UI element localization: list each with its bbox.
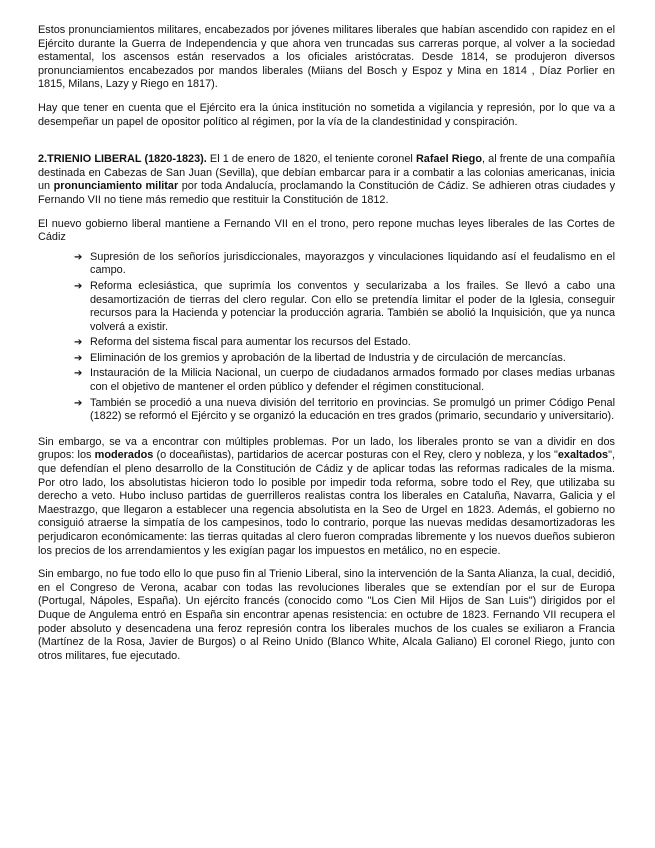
arrow-right-icon: ➔	[74, 368, 83, 380]
arrow-right-icon: ➔	[74, 251, 83, 263]
arrow-right-icon: ➔	[74, 280, 83, 292]
section-heading: 2.TRIENIO LIBERAL (1820-1823).	[38, 153, 207, 166]
intro-paragraph-2: Hay que tener en cuenta que el Ejército era la única institución no sometida a vigilancia y represión, por lo que va a desempeñar un papel de opositor político al régimen, por la vía de la clandestinidad y conspiración.	[38, 101, 615, 128]
section-paragraph-2: El nuevo gobierno liberal mantiene a Fernando VII en el trono, pero repone muchas leyes liberales de las Cortes de Cádiz	[38, 217, 615, 244]
section-p1-text-b: , al frente de una compañía destinada en Cabezas de San Juan (Sevilla), que debían embarcar para ir a combatir a las colonias americanas, inicia un	[38, 153, 616, 193]
section-paragraph-1	[38, 153, 615, 207]
list-item: ➔ Reforma del sistema fiscal para aumentar los recursos del Estado.	[74, 336, 411, 349]
arrow-right-icon: ➔	[74, 397, 83, 409]
arrow-right-icon: ➔	[74, 337, 83, 349]
section-paragraph-4: Sin embargo, no fue todo ello lo que puso fin al Trienio Liberal, sino la intervención de la Santa Alianza, la cual, decidió, en el Congreso de Verona, acabar con todas las revoluciones liberales que se extendían por el sur de Europa (Portugal, Nápoles, España). Un ejército francés (conocido como "Los Cien Mil Hijos de San Luis") dirigidos por el Duque de Angulema entró en España sin encontrar apenas resistencia: en octubre de 1823. Fernando VII recupera el poder absoluto y desencadena una feroz represión contra los liberales muchos de los cuales se exiliaron a Francia (Martínez de la Rosa, Javier de Burgos) o al Reino Unido (Blanco White, Alcala Galiano) El coronel Riego, junto con otros militares, fue ejecutado.	[38, 568, 615, 662]
list-item: ➔ También se procedió a una nueva división del territorio en provincias. Se promulgó un primer Código Penal (1822) se reformó el Ejército y se organizó la educación en tres grados (primario, secundario y universitario).	[74, 396, 615, 423]
list-item: ➔ Supresión de los señoríos jurisdiccionales, mayorazgos y vinculaciones liquidando así el feudalismo en el campo.	[74, 250, 615, 277]
moderados-term: moderados	[94, 449, 154, 462]
section-p1-text-c: por toda Andalucía, proclamando la Constitución de Cádiz. Se adhieren otras ciudades y Fernando VII no tiene más remedio que restituir la Constitución de 1812.	[38, 180, 616, 206]
pronunciamiento-term: pronunciamiento militar	[53, 180, 179, 193]
list-item: ➔ Instauración de la Milicia Nacional, un cuerpo de ciudadanos armados formado por clases medias urbanas con el objetivo de mantener el orden público y defender el régimen constitucional.	[74, 367, 615, 394]
section-paragraph-3: Sin embargo, se va a encontrar con múltiples problemas. Por un lado, los liberales pronto se van a dividir en dos grupos: los moderados (o doceañistas), partidarios de acercar posturas con el Rey, clero y nobleza, y los "exaltados", que defendían el pleno desarrollo de la Constitución de Cádiz y de aplicar todas las reformas radicales de la misma. Por otro lado, los absolutistas hicieron todo lo posible por impedir toda reforma, sobre todo el Rey, que utilizaba su derecho a veto. Hubo incluso partidas de guerrilleros realistas contra los liberales en Cataluña, Navarra, Galicia y el Maestrazgo, que llegaron a establecer una regencia absolutista en la Seo de Urgel en 1823. Además, el gobierno no consiguió atraerse la simpatía de los campesinos, todo lo contrario, porque las nuevas medidas desamortizadoras les perjudicaron económicamente: las tierras quitadas al clero fueron compradas libremente y los nuevos dueños subieron los precios de los arrendamientos y les exigían pagar los impuestos en metálico, no en especie.	[38, 435, 615, 557]
list-item: ➔ Eliminación de los gremios y aprobación de la libertad de Industria y de circulación de mercancías.	[74, 351, 566, 364]
intro-paragraph-1: Estos pronunciamientos militares, encabezados por jóvenes militares liberales que habían ascendido con rapidez en el Ejército durante la Guerra de Independencia y que ahora ven truncadas sus carreras porque, al volver a la sociedad estamental, los ascensos están reservados a los oficiales aristócratas. Desde 1814, se produjeron diversos pronunciamientos encabezados por mandos liberales (Miians del Bosch y Espoz y Mina en 1814 , Díaz Porlier en 1815, Milans, Lazy y Riego en 1817).	[38, 24, 615, 91]
list-item: ➔ Reforma eclesiástica, que suprimía los conventos y secularizaba a los frailes. Se llevó a cabo una desamortización de tierras del clero regular. Con ello se pretendía limitar el poder de la Iglesia, conseguir recursos para la Hacienda y potenciar la producción agraria. También se abolió la Inquisición, que ya nunca volverá a existir.	[74, 279, 615, 333]
riego-name: Rafael Riego	[415, 153, 482, 166]
exaltados-term: exaltados	[557, 449, 609, 462]
reform-list	[38, 251, 615, 424]
section-p1-text-a: El 1 de enero de 1820, el teniente coronel	[206, 153, 416, 166]
arrow-right-icon: ➔	[74, 352, 83, 364]
